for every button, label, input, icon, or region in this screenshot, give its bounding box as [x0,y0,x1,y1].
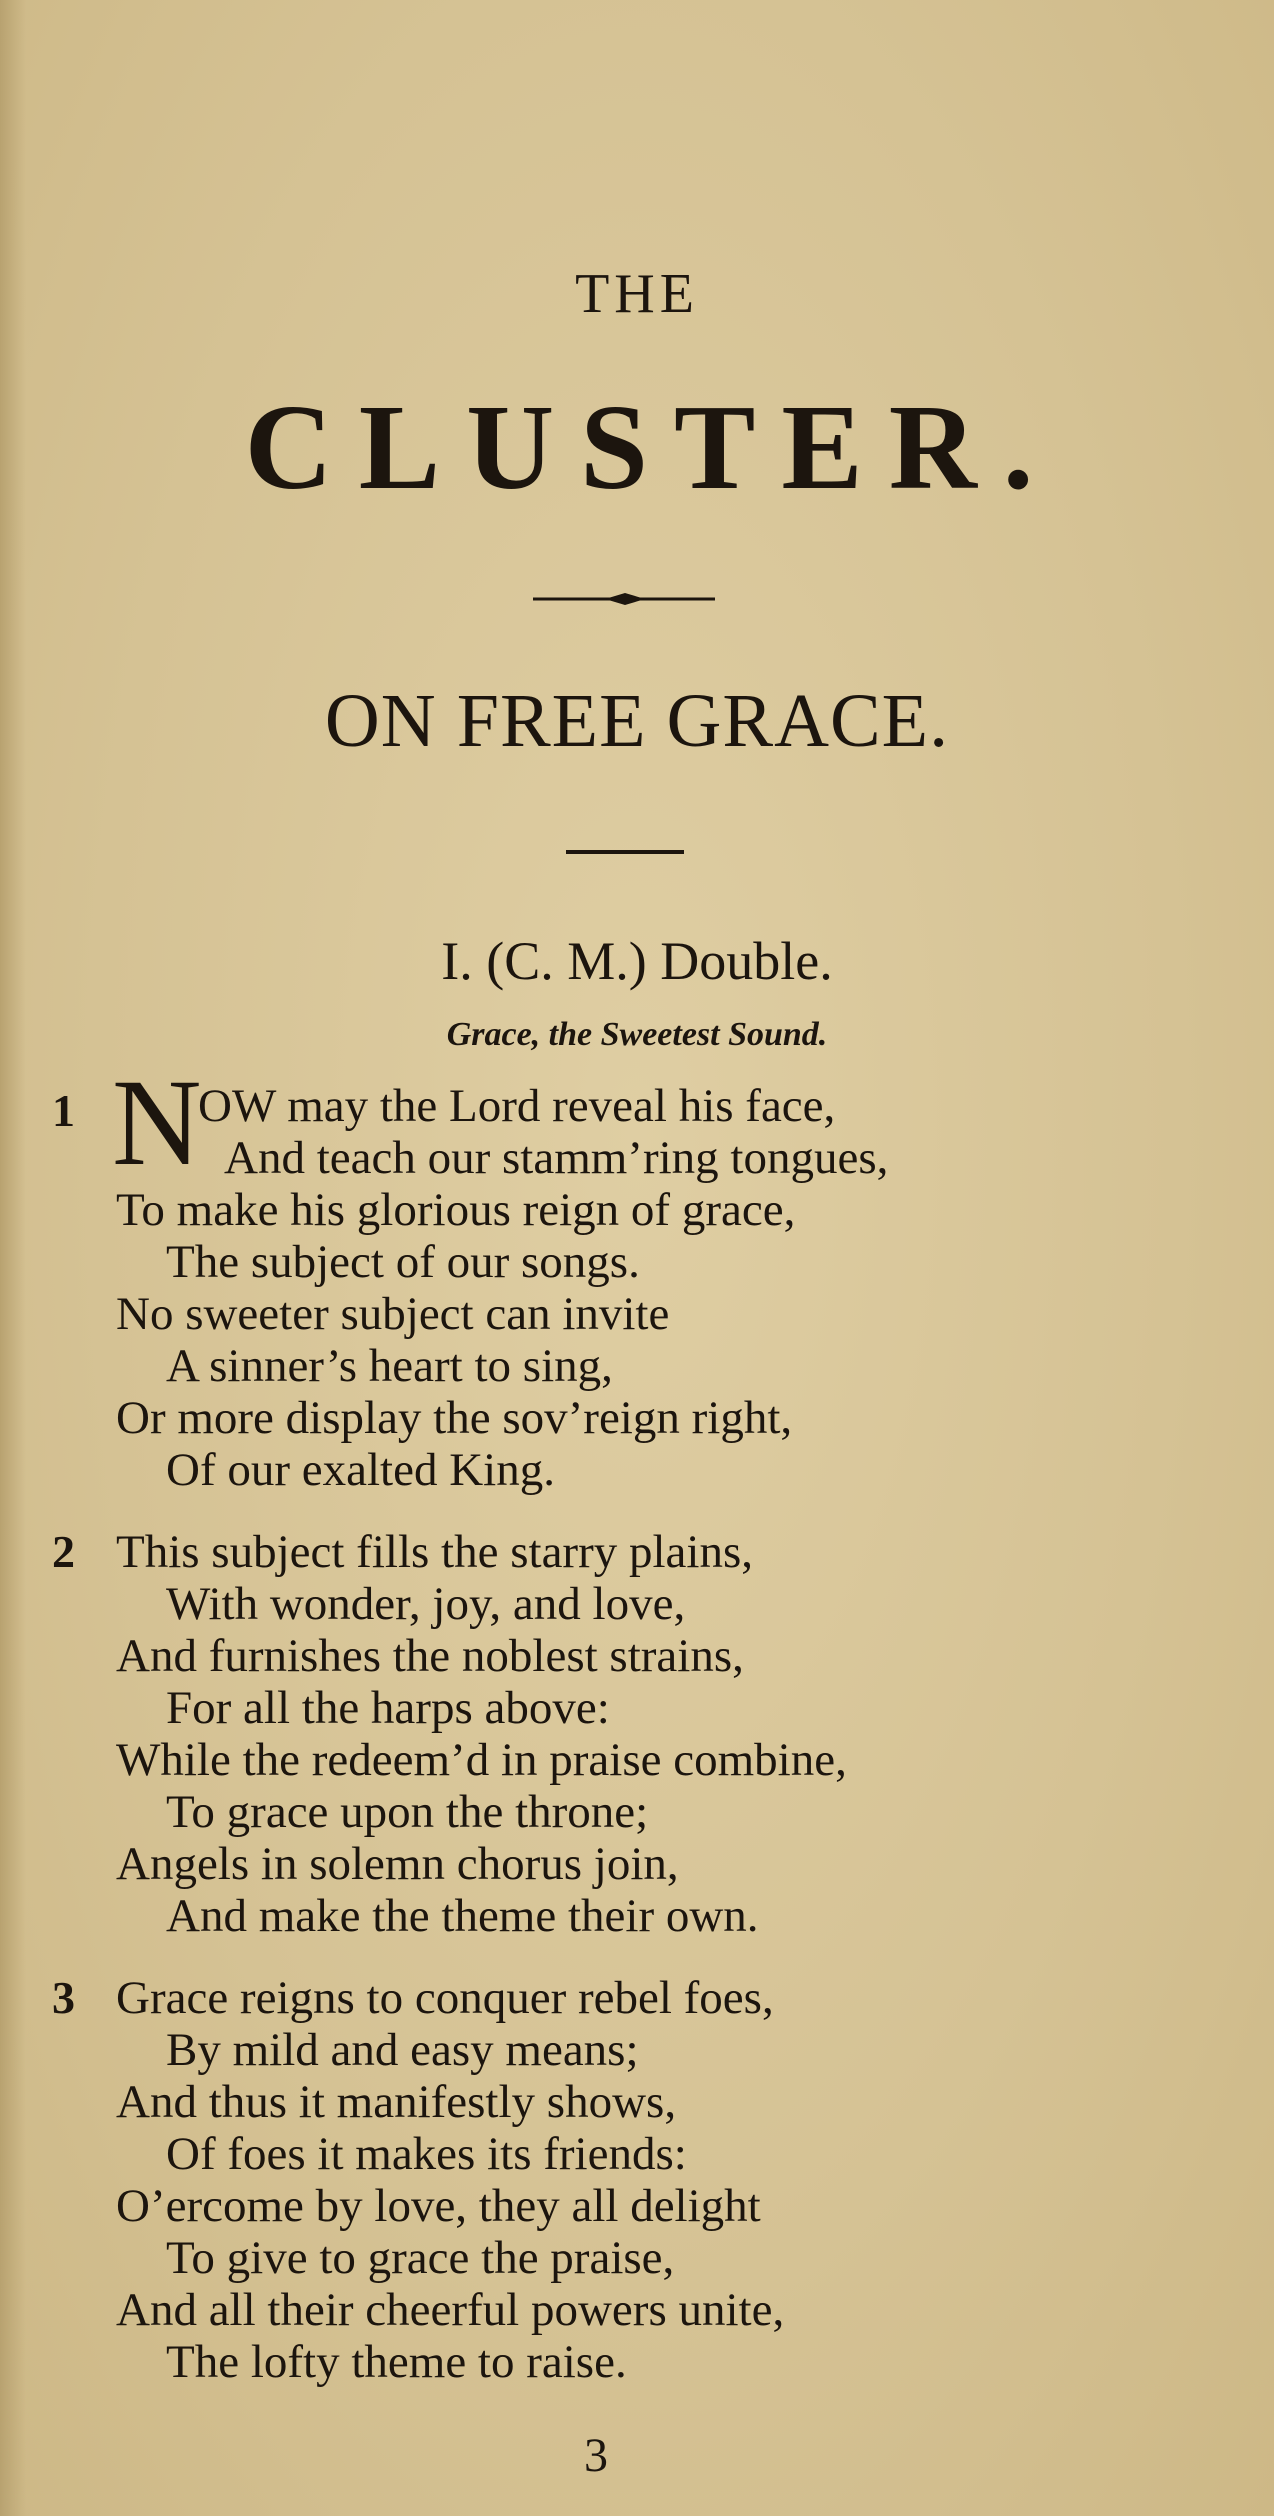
ornament-divider [533,592,715,606]
verse-line: And all their cheerful powers unite, [116,2284,785,2336]
page-number: 3 [584,2429,608,2482]
verse-line: To grace upon the throne; [166,1786,649,1838]
verse-line: To make his glorious reign of grace, [116,1184,796,1236]
verse-line: With wonder, joy, and love, [166,1578,686,1630]
hymn-number: I. (C. M.) Double. [441,931,833,991]
verse-number: 3 [52,1972,75,2023]
section-rule [566,850,684,854]
drop-cap: N [112,1054,202,1191]
verse-line: A sinner’s heart to sing, [166,1340,613,1392]
verse-line: No sweeter subject can invite [116,1288,670,1340]
verse-line: Of our exalted King. [166,1444,555,1496]
verse-line: Of foes it makes its friends: [166,2128,687,2180]
verse-line: By mild and easy means; [166,2024,639,2076]
verse-line: For all the harps above: [166,1682,610,1734]
verse-line: And thus it manifestly shows, [116,2076,677,2128]
verse-line: O’ercome by love, they all delight [116,2180,761,2232]
verse-line: Angels in solemn chorus join, [116,1838,679,1890]
verse-line: The subject of our songs. [166,1236,640,1288]
verse-line: To give to grace the praise, [166,2232,675,2284]
verse-line: The lofty theme to raise. [166,2336,627,2388]
verse-line: While the redeem’d in praise combine, [116,1734,847,1786]
verse-line: And teach our stamm’ring tongues, [224,1132,889,1184]
verse-line: And furnishes the noblest strains, [116,1630,744,1682]
verse-line: Grace reigns to conquer rebel foes, [116,1972,774,2024]
verse-number: 2 [52,1526,75,1577]
book-title: CLUSTER. [244,380,1060,515]
verse-line: This subject fills the starry plains, [116,1526,754,1578]
verse-number: 1 [52,1085,75,1136]
hymn-subtitle: Grace, the Sweetest Sound. [446,1016,828,1053]
section-title: ON FREE GRACE. [324,679,950,763]
verse-line: OW may the Lord reveal his face, [198,1080,836,1132]
verse-line: Or more display the sov’reign right, [116,1392,793,1444]
book-title-article: THE [575,263,699,325]
verse-line: And make the theme their own. [166,1890,759,1942]
